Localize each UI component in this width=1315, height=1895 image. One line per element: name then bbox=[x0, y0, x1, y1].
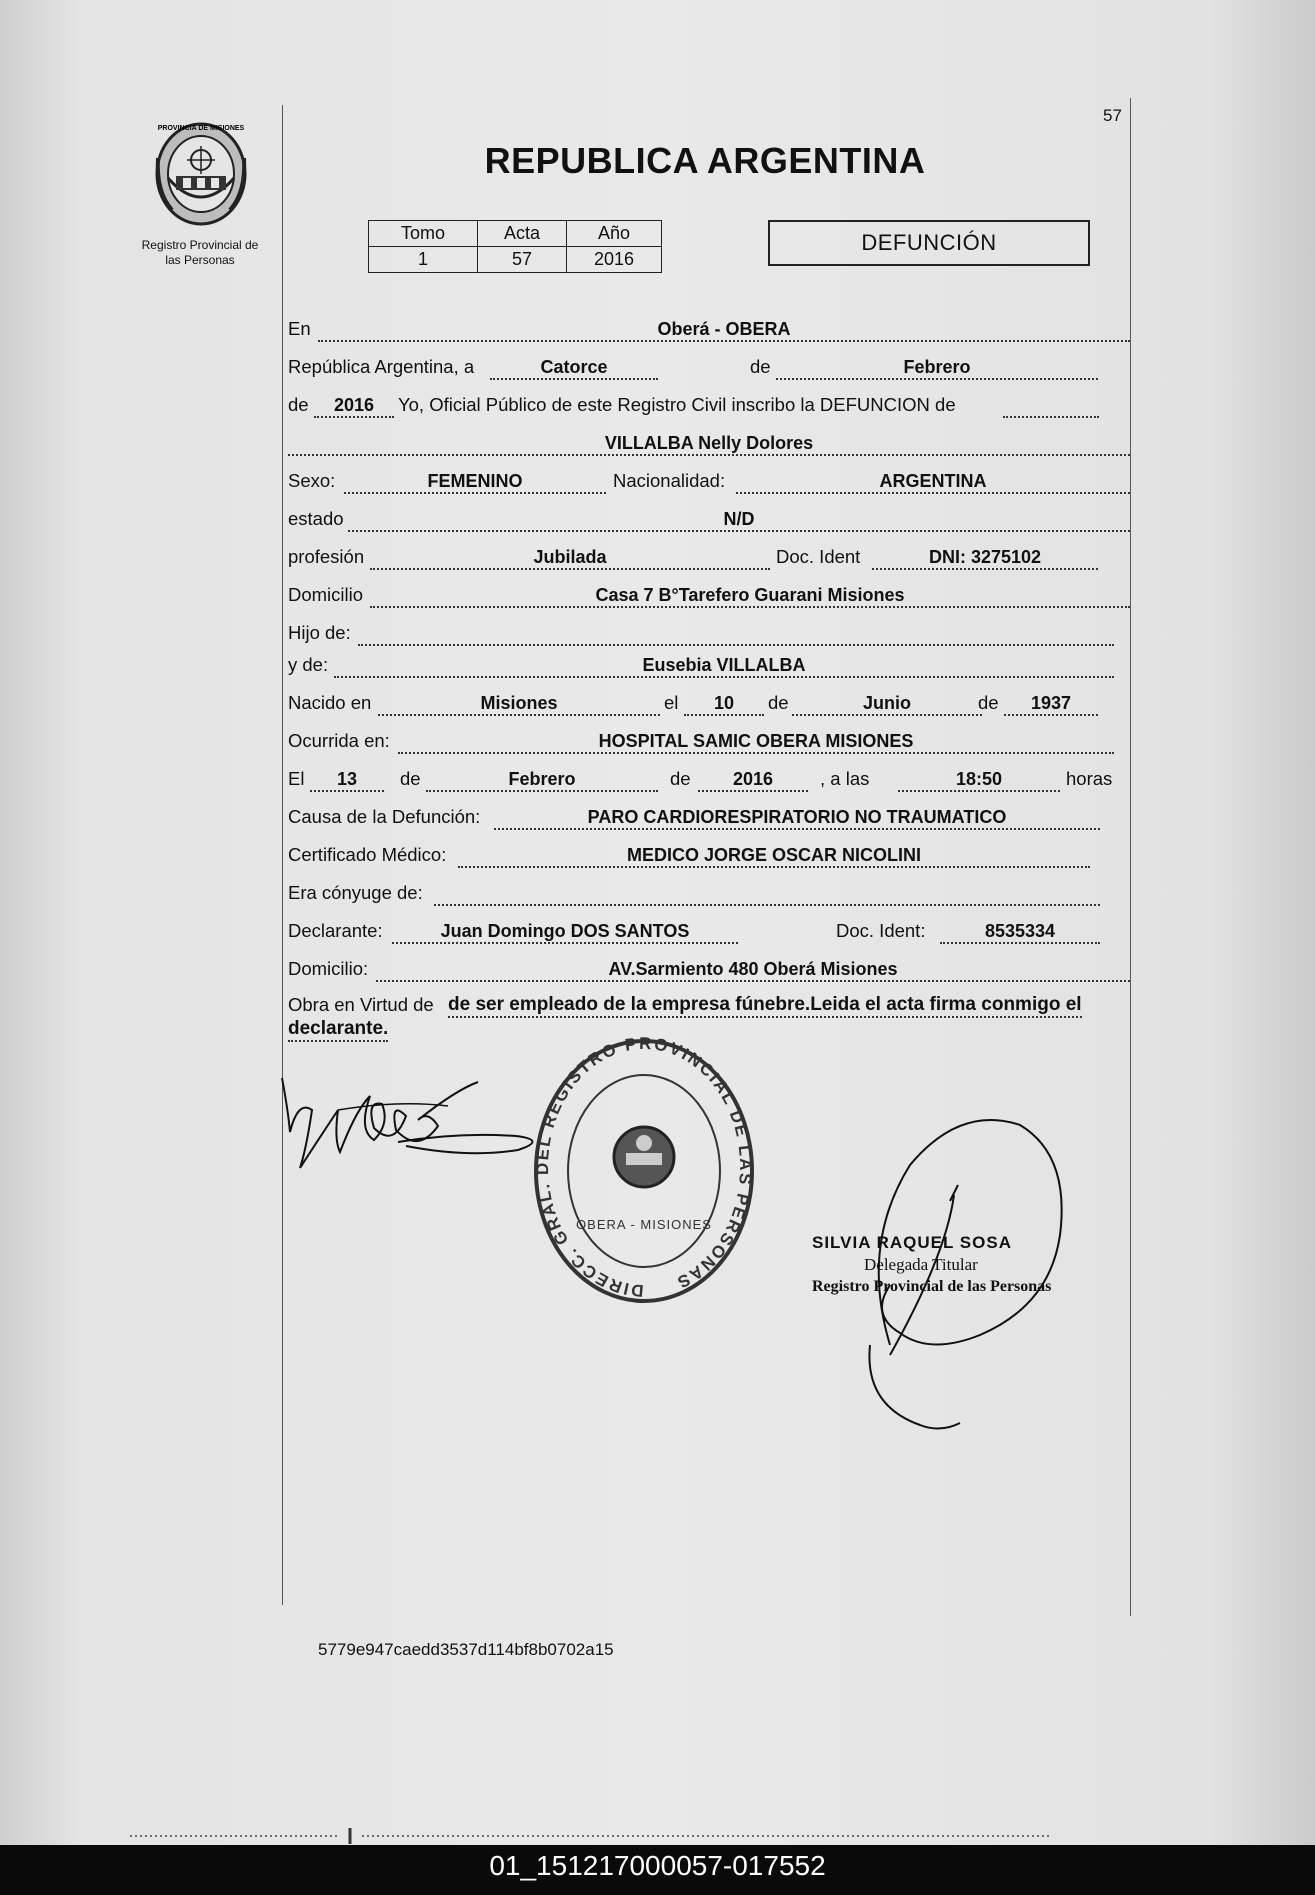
value-tomo: 1 bbox=[369, 247, 478, 273]
value-ano: 2016 bbox=[567, 247, 662, 273]
field-obra-line1: de ser empleado de la empresa fúnebre.Leida el acta firma conmigo el bbox=[448, 994, 1082, 1018]
header-acta: Acta bbox=[478, 221, 567, 247]
field-death-year: 2016 bbox=[698, 768, 808, 792]
label-hijo: Hijo de: bbox=[288, 622, 351, 643]
field-domicilio2: AV.Sarmiento 480 Oberá Misiones bbox=[376, 958, 1130, 982]
label-de-birth-year: de bbox=[978, 692, 999, 713]
label-conyuge: Era cónyuge de: bbox=[288, 882, 423, 903]
label-en: En bbox=[288, 318, 311, 339]
label-republica: República Argentina, a bbox=[288, 356, 475, 377]
label-de-death-month: de bbox=[400, 768, 421, 789]
field-certificado: MEDICO JORGE OSCAR NICOLINI bbox=[458, 844, 1090, 868]
official-role: Delegada Titular bbox=[864, 1255, 978, 1274]
official-name: SILVIA RAQUEL SOSA bbox=[812, 1233, 1012, 1252]
logo-caption-line2: las Personas bbox=[165, 253, 235, 267]
stamp-center-text: OBERA - MISIONES bbox=[576, 1217, 712, 1232]
stamp-ring-text: DIRECC. GRAL. DEL REGISTRO PROVINCIAL DE LAS PERSONAS bbox=[533, 1035, 756, 1301]
field-obra-line2: declarante. bbox=[288, 1018, 388, 1042]
row-statement bbox=[288, 394, 1128, 424]
field-estado: N/D bbox=[348, 508, 1130, 532]
field-conyuge bbox=[434, 882, 1100, 906]
row-death-date bbox=[288, 768, 1128, 798]
field-birth-month: Junio bbox=[792, 692, 982, 716]
row-date bbox=[288, 356, 1128, 386]
header-ano: Año bbox=[567, 221, 662, 247]
field-hijo bbox=[358, 622, 1114, 646]
row-hijo bbox=[288, 622, 1128, 652]
field-doc-ident2: 8535334 bbox=[940, 920, 1100, 944]
statement-text: Yo, Oficial Público de este Registro Civil inscribo la DEFUNCION de bbox=[398, 394, 956, 415]
field-death-day: 13 bbox=[310, 768, 384, 792]
row-certificado bbox=[288, 844, 1128, 874]
document-title: REPUBLICA ARGENTINA bbox=[484, 140, 926, 181]
field-deceased-name: VILLALBA Nelly Dolores bbox=[288, 432, 1130, 456]
label-nacido: Nacido en bbox=[288, 692, 372, 713]
field-ocurrida: HOSPITAL SAMIC OBERA MISIONES bbox=[398, 730, 1114, 754]
header-tomo: Tomo bbox=[369, 221, 478, 247]
field-statement-blank bbox=[1003, 394, 1099, 418]
right-margin-line bbox=[1130, 98, 1131, 1616]
scan-bleed-lines bbox=[130, 1826, 1160, 1844]
field-place: Oberá - OBERA bbox=[318, 318, 1130, 342]
value-acta: 57 bbox=[478, 247, 567, 273]
label-doc-ident: Doc. Ident bbox=[776, 546, 861, 567]
field-sexo: FEMENINO bbox=[344, 470, 606, 494]
field-nacionalidad: ARGENTINA bbox=[736, 470, 1130, 494]
label-declarante: Declarante: bbox=[288, 920, 383, 941]
field-domicilio: Casa 7 B°Tarefero Guarani Misiones bbox=[370, 584, 1130, 608]
field-doc-ident: DNI: 3275102 bbox=[872, 546, 1098, 570]
row-causa bbox=[288, 806, 1128, 836]
field-month: Febrero bbox=[776, 356, 1098, 380]
field-year: 2016 bbox=[314, 394, 394, 418]
label-sexo: Sexo: bbox=[288, 470, 336, 491]
declarant-signature bbox=[278, 1070, 548, 1180]
row-conyuge bbox=[288, 882, 1128, 912]
row-profesion bbox=[288, 546, 1128, 576]
logo-caption bbox=[130, 238, 270, 268]
label-ocurrida: Ocurrida en: bbox=[288, 730, 390, 751]
logo-caption-line1: Registro Provincial de bbox=[141, 238, 259, 252]
label-de-death-year: de bbox=[670, 768, 691, 789]
left-margin-line bbox=[282, 105, 283, 1605]
label-domicilio: Domicilio bbox=[288, 584, 364, 605]
label-de-month: de bbox=[750, 356, 771, 377]
official-office: Registro Provincial de las Personas bbox=[812, 1278, 1052, 1295]
field-day-words: Catorce bbox=[490, 356, 658, 380]
row-declarante bbox=[288, 920, 1128, 950]
row-deceased-name bbox=[288, 432, 1128, 462]
label-causa: Causa de la Defunción: bbox=[288, 806, 481, 827]
label-y-de: y de: bbox=[288, 654, 329, 675]
registry-stamp bbox=[530, 1035, 758, 1307]
label-domicilio2: Domicilio: bbox=[288, 958, 369, 979]
label-obra: Obra en Virtud de bbox=[288, 994, 434, 1015]
record-table-value-row bbox=[369, 247, 662, 273]
field-y-de: Eusebia VILLALBA bbox=[334, 654, 1114, 678]
label-el-birth: el bbox=[664, 692, 679, 713]
label-estado: estado bbox=[288, 508, 344, 529]
page-number: 57 bbox=[1103, 106, 1122, 125]
label-nacionalidad: Nacionalidad: bbox=[613, 470, 726, 491]
row-sexo bbox=[288, 470, 1128, 500]
official-stamp-text bbox=[812, 1232, 1072, 1298]
footer-document-id: 01_151217000057-017552 bbox=[489, 1850, 826, 1881]
field-birth-day: 10 bbox=[684, 692, 764, 716]
row-domicilio2 bbox=[288, 958, 1128, 988]
row-en bbox=[288, 318, 1128, 348]
label-de-birth-month: de bbox=[768, 692, 789, 713]
label-horas: horas bbox=[1066, 768, 1113, 789]
field-causa: PARO CARDIORESPIRATORIO NO TRAUMATICO bbox=[494, 806, 1100, 830]
record-number-table bbox=[368, 220, 662, 273]
label-certificado: Certificado Médico: bbox=[288, 844, 447, 865]
field-profesion: Jubilada bbox=[370, 546, 770, 570]
logo-lettering: PROVINCIA DE MISIONES bbox=[157, 125, 245, 132]
row-estado bbox=[288, 508, 1128, 538]
field-declarante: Juan Domingo DOS SANTOS bbox=[392, 920, 738, 944]
provincial-seal-logo bbox=[150, 118, 252, 230]
field-nacido-en: Misiones bbox=[378, 692, 660, 716]
label-de-year: de bbox=[288, 394, 309, 415]
label-el-death: El bbox=[288, 768, 305, 789]
document-type-box: DEFUNCIÓN bbox=[768, 220, 1090, 266]
label-a-las: , a las bbox=[820, 768, 870, 789]
label-doc-ident2: Doc. Ident: bbox=[836, 920, 926, 941]
record-table-header-row bbox=[369, 221, 662, 247]
row-y-de bbox=[288, 654, 1128, 684]
field-birth-year: 1937 bbox=[1004, 692, 1098, 716]
row-nacido bbox=[288, 692, 1128, 722]
row-domicilio bbox=[288, 584, 1128, 614]
label-profesion: profesión bbox=[288, 546, 365, 567]
field-death-time: 18:50 bbox=[898, 768, 1060, 792]
document-hash: 5779e947caedd3537d114bf8b0702a15 bbox=[318, 1640, 614, 1659]
row-ocurrida bbox=[288, 730, 1128, 760]
field-death-month: Febrero bbox=[426, 768, 658, 792]
